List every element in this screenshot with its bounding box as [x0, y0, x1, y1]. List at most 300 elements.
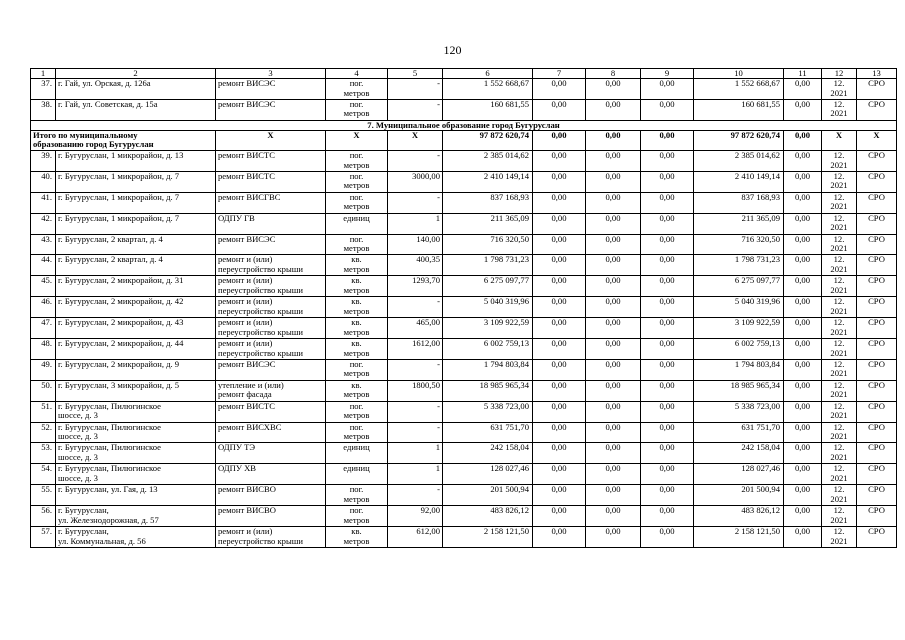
cell-fund-cost: 0,00 — [533, 506, 586, 527]
cell-work-type: утепление и (или) ремонт фасада — [216, 380, 326, 401]
cell-work-type: ремонт и (или) переустройство крыши — [216, 255, 326, 276]
table-row — [31, 506, 897, 527]
cell-budget-cost: 0,00 — [586, 359, 641, 380]
cell-address: г. Гай, ул. Орская, д. 126а — [56, 79, 216, 100]
cell-owner-cost: 0,00 — [641, 359, 694, 380]
cell-unit: пог. метров — [326, 192, 388, 213]
cell-owner-cost: 0,00 — [641, 255, 694, 276]
column-number: 10 — [694, 69, 784, 79]
cell-index: 55. — [31, 485, 56, 506]
cell-budget-cost: 0,00 — [586, 99, 641, 120]
cell-deadline: 12. 2021 — [822, 443, 857, 464]
cell-fund-cost: 0,00 — [533, 276, 586, 297]
cell-work-type: ремонт ВИСГВС — [216, 192, 326, 213]
cell-cost: 483 826,12 — [694, 506, 784, 527]
cell-cost: 631 751,70 — [694, 422, 784, 443]
cell-address: г. Гай, ул. Советская, д. 15а — [56, 99, 216, 120]
cell-index: 47. — [31, 318, 56, 339]
cell-total-cost: 160 681,55 — [443, 99, 533, 120]
cell-volume: 1293,70 — [388, 276, 443, 297]
cell-unit: единиц — [326, 443, 388, 464]
cell-work-type: ОДПУ ГВ — [216, 213, 326, 234]
cell-unit: пог. метров — [326, 171, 388, 192]
cell-cost: 201 500,94 — [694, 485, 784, 506]
cell-fund-cost: 0,00 — [533, 99, 586, 120]
cell-total-cost: 201 500,94 — [443, 485, 533, 506]
table-row — [31, 276, 897, 297]
cell-owner-cost: 0,00 — [641, 527, 694, 548]
cell-budget-cost: 0,00 — [586, 443, 641, 464]
table-row — [31, 99, 897, 120]
cell-index: 48. — [31, 338, 56, 359]
cell-volume: - — [388, 192, 443, 213]
cell-total-cost: 2 158 121,50 — [443, 527, 533, 548]
cell-index: 37. — [31, 79, 56, 100]
cell-deadline: 12. 2021 — [822, 338, 857, 359]
cell-deadline: 12. 2021 — [822, 255, 857, 276]
cell-volume: 612,00 — [388, 527, 443, 548]
column-number: 12 — [822, 69, 857, 79]
cell-cost-per-unit: 0,00 — [784, 443, 822, 464]
cell-budget-cost: 0,00 — [586, 297, 641, 318]
total-cell: 0,00 — [533, 130, 586, 150]
cell-index: 54. — [31, 464, 56, 485]
cell-budget-cost: 0,00 — [586, 422, 641, 443]
cell-unit: кв. метров — [326, 527, 388, 548]
cell-total-cost: 2 385 014,62 — [443, 150, 533, 171]
cell-cost: 18 985 965,34 — [694, 380, 784, 401]
table-row — [31, 171, 897, 192]
cell-deadline: 12. 2021 — [822, 297, 857, 318]
cell-address: г. Бугуруслан, 2 микрорайон, д. 44 — [56, 338, 216, 359]
cell-address: г. Бугуруслан, ул. Коммунальная, д. 56 — [56, 527, 216, 548]
cell-method: СРО — [857, 527, 897, 548]
cell-total-cost: 631 751,70 — [443, 422, 533, 443]
page-number: 120 — [443, 43, 462, 57]
cell-owner-cost: 0,00 — [641, 150, 694, 171]
cell-total-cost: 2 410 149,14 — [443, 171, 533, 192]
total-cell: 0,00 — [784, 130, 822, 150]
cell-cost-per-unit: 0,00 — [784, 338, 822, 359]
cell-fund-cost: 0,00 — [533, 234, 586, 255]
cell-cost: 5 338 723,00 — [694, 401, 784, 422]
cell-budget-cost: 0,00 — [586, 338, 641, 359]
cell-work-type: ремонт и (или) переустройство крыши — [216, 276, 326, 297]
cell-owner-cost: 0,00 — [641, 99, 694, 120]
cell-volume: 1612,00 — [388, 338, 443, 359]
cell-owner-cost: 0,00 — [641, 338, 694, 359]
cell-method: СРО — [857, 318, 897, 339]
cell-unit: кв. метров — [326, 338, 388, 359]
cell-address: г. Бугуруслан, 1 микрорайон, д. 7 — [56, 171, 216, 192]
cell-budget-cost: 0,00 — [586, 150, 641, 171]
cell-cost: 2 158 121,50 — [694, 527, 784, 548]
cell-fund-cost: 0,00 — [533, 338, 586, 359]
table-row — [31, 192, 897, 213]
cell-method: СРО — [857, 297, 897, 318]
cell-fund-cost: 0,00 — [533, 318, 586, 339]
cell-fund-cost: 0,00 — [533, 171, 586, 192]
cell-method: СРО — [857, 79, 897, 100]
cell-deadline: 12. 2021 — [822, 359, 857, 380]
cell-cost: 5 040 319,96 — [694, 297, 784, 318]
cell-cost-per-unit: 0,00 — [784, 422, 822, 443]
cell-budget-cost: 0,00 — [586, 318, 641, 339]
cell-budget-cost: 0,00 — [586, 464, 641, 485]
cell-cost-per-unit: 0,00 — [784, 527, 822, 548]
cell-unit: единиц — [326, 464, 388, 485]
cell-cost: 2 410 149,14 — [694, 171, 784, 192]
cell-unit: пог. метров — [326, 485, 388, 506]
table-row — [31, 464, 897, 485]
cell-cost-per-unit: 0,00 — [784, 234, 822, 255]
cell-volume: 1 — [388, 213, 443, 234]
column-number: 3 — [216, 69, 326, 79]
table-row — [31, 234, 897, 255]
cell-cost: 3 109 922,59 — [694, 318, 784, 339]
cell-method: СРО — [857, 380, 897, 401]
cell-cost-per-unit: 0,00 — [784, 171, 822, 192]
cell-unit: единиц — [326, 213, 388, 234]
table-row — [31, 359, 897, 380]
cell-work-type: ремонт ВИСХВС — [216, 422, 326, 443]
cell-cost-per-unit: 0,00 — [784, 485, 822, 506]
cell-cost-per-unit: 0,00 — [784, 506, 822, 527]
cell-deadline: 12. 2021 — [822, 464, 857, 485]
cell-fund-cost: 0,00 — [533, 150, 586, 171]
cell-deadline: 12. 2021 — [822, 485, 857, 506]
cell-address: г. Бугуруслан, 2 микрорайон, д. 31 — [56, 276, 216, 297]
table-row — [31, 297, 897, 318]
cell-budget-cost: 0,00 — [586, 79, 641, 100]
cell-fund-cost: 0,00 — [533, 297, 586, 318]
cell-total-cost: 5 040 319,96 — [443, 297, 533, 318]
cell-cost: 242 158,04 — [694, 443, 784, 464]
column-number: 4 — [326, 69, 388, 79]
cell-index: 46. — [31, 297, 56, 318]
cell-work-type: ремонт ВИСТС — [216, 171, 326, 192]
cell-total-cost: 3 109 922,59 — [443, 318, 533, 339]
cell-total-cost: 18 985 965,34 — [443, 380, 533, 401]
cell-cost: 160 681,55 — [694, 99, 784, 120]
cell-index: 40. — [31, 171, 56, 192]
cell-unit: пог. метров — [326, 422, 388, 443]
table-row — [31, 485, 897, 506]
cell-owner-cost: 0,00 — [641, 506, 694, 527]
cell-cost: 716 320,50 — [694, 234, 784, 255]
cell-volume: 465,00 — [388, 318, 443, 339]
cell-work-type: ремонт ВИСТС — [216, 150, 326, 171]
cell-total-cost: 483 826,12 — [443, 506, 533, 527]
cell-total-cost: 1 794 803,84 — [443, 359, 533, 380]
cell-fund-cost: 0,00 — [533, 464, 586, 485]
table-row — [31, 443, 897, 464]
cell-cost: 6 002 759,13 — [694, 338, 784, 359]
cell-work-type: ремонт ВИСЭС — [216, 79, 326, 100]
cell-volume: - — [388, 359, 443, 380]
cell-unit: пог. метров — [326, 150, 388, 171]
cell-cost: 1 798 731,23 — [694, 255, 784, 276]
table-row — [31, 401, 897, 422]
cell-budget-cost: 0,00 — [586, 234, 641, 255]
cell-index: 53. — [31, 443, 56, 464]
cell-deadline: 12. 2021 — [822, 213, 857, 234]
cell-budget-cost: 0,00 — [586, 401, 641, 422]
cell-fund-cost: 0,00 — [533, 485, 586, 506]
cell-fund-cost: 0,00 — [533, 527, 586, 548]
cell-budget-cost: 0,00 — [586, 276, 641, 297]
cell-index: 44. — [31, 255, 56, 276]
column-number-row — [31, 69, 897, 79]
cell-volume: 400,35 — [388, 255, 443, 276]
cell-method: СРО — [857, 422, 897, 443]
cell-method: СРО — [857, 255, 897, 276]
cell-unit: кв. метров — [326, 255, 388, 276]
cell-method: СРО — [857, 443, 897, 464]
cell-work-type: ремонт ВИСЭС — [216, 359, 326, 380]
cell-volume: - — [388, 297, 443, 318]
cell-method: СРО — [857, 485, 897, 506]
cell-address: г. Бугуруслан, Пилюгинское шоссе, д. 3 — [56, 422, 216, 443]
cell-unit: кв. метров — [326, 380, 388, 401]
cell-work-type: ремонт и (или) переустройство крыши — [216, 338, 326, 359]
cell-work-type: ОДПУ ТЭ — [216, 443, 326, 464]
section-row — [31, 120, 897, 130]
column-number: 7 — [533, 69, 586, 79]
cell-owner-cost: 0,00 — [641, 79, 694, 100]
table-row — [31, 338, 897, 359]
cell-address: г. Бугуруслан, 2 квартал, д. 4 — [56, 234, 216, 255]
cell-volume: - — [388, 401, 443, 422]
cell-volume: 1 — [388, 464, 443, 485]
cell-cost-per-unit: 0,00 — [784, 359, 822, 380]
table-row — [31, 79, 897, 100]
cell-method: СРО — [857, 171, 897, 192]
cell-owner-cost: 0,00 — [641, 401, 694, 422]
cell-unit: кв. метров — [326, 318, 388, 339]
cell-cost-per-unit: 0,00 — [784, 99, 822, 120]
cell-cost-per-unit: 0,00 — [784, 150, 822, 171]
cell-index: 51. — [31, 401, 56, 422]
cell-deadline: 12. 2021 — [822, 276, 857, 297]
cell-work-type: ремонт ВИСВО — [216, 485, 326, 506]
cell-cost-per-unit: 0,00 — [784, 380, 822, 401]
cell-fund-cost: 0,00 — [533, 192, 586, 213]
total-cell: 97 872 620,74 — [694, 130, 784, 150]
cell-deadline: 12. 2021 — [822, 192, 857, 213]
cell-method: СРО — [857, 401, 897, 422]
cell-deadline: 12. 2021 — [822, 99, 857, 120]
cell-budget-cost: 0,00 — [586, 506, 641, 527]
cell-cost-per-unit: 0,00 — [784, 464, 822, 485]
cell-deadline: 12. 2021 — [822, 527, 857, 548]
cell-owner-cost: 0,00 — [641, 318, 694, 339]
cell-unit: пог. метров — [326, 506, 388, 527]
cell-index: 57. — [31, 527, 56, 548]
cell-total-cost: 128 027,46 — [443, 464, 533, 485]
cell-unit: пог. метров — [326, 401, 388, 422]
cell-cost-per-unit: 0,00 — [784, 255, 822, 276]
cell-index: 56. — [31, 506, 56, 527]
table-row — [31, 150, 897, 171]
cell-method: СРО — [857, 276, 897, 297]
cell-cost: 6 275 097,77 — [694, 276, 784, 297]
cell-address: г. Бугуруслан, 1 микрорайон, д. 7 — [56, 192, 216, 213]
cell-index: 41. — [31, 192, 56, 213]
cell-fund-cost: 0,00 — [533, 443, 586, 464]
cell-owner-cost: 0,00 — [641, 213, 694, 234]
cell-total-cost: 211 365,09 — [443, 213, 533, 234]
cell-cost-per-unit: 0,00 — [784, 79, 822, 100]
total-cell: X — [216, 130, 326, 150]
cell-address: г. Бугуруслан, 3 микрорайон, д. 5 — [56, 380, 216, 401]
column-number: 11 — [784, 69, 822, 79]
cell-cost: 837 168,93 — [694, 192, 784, 213]
total-label: Итого по муниципальному образованию город Бугуруслан — [31, 130, 216, 150]
cell-total-cost: 5 338 723,00 — [443, 401, 533, 422]
cell-address: г. Бугуруслан, Пилюгинское шоссе, д. 3 — [56, 401, 216, 422]
cell-index: 38. — [31, 99, 56, 120]
cell-unit: кв. метров — [326, 276, 388, 297]
column-number: 5 — [388, 69, 443, 79]
total-cell: X — [822, 130, 857, 150]
cell-work-type: ремонт ВИСТС — [216, 401, 326, 422]
cell-unit: пог. метров — [326, 234, 388, 255]
cell-fund-cost: 0,00 — [533, 213, 586, 234]
cell-volume: 140,00 — [388, 234, 443, 255]
cell-owner-cost: 0,00 — [641, 234, 694, 255]
cell-volume: 92,00 — [388, 506, 443, 527]
cell-volume: 1 — [388, 443, 443, 464]
cell-owner-cost: 0,00 — [641, 171, 694, 192]
cell-owner-cost: 0,00 — [641, 422, 694, 443]
cell-budget-cost: 0,00 — [586, 380, 641, 401]
cell-address: г. Бугуруслан, 2 микрорайон, д. 42 — [56, 297, 216, 318]
cell-fund-cost: 0,00 — [533, 255, 586, 276]
cell-cost: 128 027,46 — [694, 464, 784, 485]
cell-method: СРО — [857, 338, 897, 359]
cell-total-cost: 242 158,04 — [443, 443, 533, 464]
cell-total-cost: 6 002 759,13 — [443, 338, 533, 359]
column-number: 9 — [641, 69, 694, 79]
cell-method: СРО — [857, 234, 897, 255]
table-row — [31, 213, 897, 234]
cell-total-cost: 716 320,50 — [443, 234, 533, 255]
cell-unit: кв. метров — [326, 297, 388, 318]
cell-budget-cost: 0,00 — [586, 255, 641, 276]
cell-cost: 2 385 014,62 — [694, 150, 784, 171]
cell-fund-cost: 0,00 — [533, 422, 586, 443]
cell-method: СРО — [857, 99, 897, 120]
cell-work-type: ремонт ВИСВО — [216, 506, 326, 527]
cell-unit: пог. метров — [326, 359, 388, 380]
cell-volume: 3000,00 — [388, 171, 443, 192]
total-row — [31, 130, 897, 150]
cell-index: 42. — [31, 213, 56, 234]
total-cell: X — [857, 130, 897, 150]
total-cell: 0,00 — [586, 130, 641, 150]
cell-address: г. Бугуруслан, 2 квартал, д. 4 — [56, 255, 216, 276]
cell-budget-cost: 0,00 — [586, 527, 641, 548]
cell-owner-cost: 0,00 — [641, 485, 694, 506]
cell-cost-per-unit: 0,00 — [784, 276, 822, 297]
cell-index: 45. — [31, 276, 56, 297]
cell-cost-per-unit: 0,00 — [784, 401, 822, 422]
cell-cost-per-unit: 0,00 — [784, 192, 822, 213]
cell-volume: - — [388, 485, 443, 506]
total-cell: 0,00 — [641, 130, 694, 150]
cell-deadline: 12. 2021 — [822, 506, 857, 527]
column-number: 1 — [31, 69, 56, 79]
cell-address: г. Бугуруслан, Пилюгинское шоссе, д. 3 — [56, 443, 216, 464]
section-title: 7. Муниципальное образование город Бугуруслан — [31, 120, 897, 130]
table-row — [31, 380, 897, 401]
cell-total-cost: 1 552 668,67 — [443, 79, 533, 100]
cell-index: 49. — [31, 359, 56, 380]
cell-cost: 1 794 803,84 — [694, 359, 784, 380]
cell-budget-cost: 0,00 — [586, 213, 641, 234]
capital-repair-table — [30, 68, 897, 548]
cell-index: 52. — [31, 422, 56, 443]
cell-work-type: ремонт и (или) переустройство крыши — [216, 318, 326, 339]
cell-volume: - — [388, 99, 443, 120]
table-row — [31, 527, 897, 548]
cell-budget-cost: 0,00 — [586, 192, 641, 213]
cell-owner-cost: 0,00 — [641, 192, 694, 213]
cell-budget-cost: 0,00 — [586, 171, 641, 192]
cell-method: СРО — [857, 150, 897, 171]
column-number: 2 — [56, 69, 216, 79]
cell-work-type: ремонт ВИСЭС — [216, 234, 326, 255]
cell-work-type: ремонт и (или) переустройство крыши — [216, 297, 326, 318]
cell-owner-cost: 0,00 — [641, 380, 694, 401]
cell-fund-cost: 0,00 — [533, 79, 586, 100]
cell-deadline: 12. 2021 — [822, 422, 857, 443]
cell-deadline: 12. 2021 — [822, 150, 857, 171]
cell-method: СРО — [857, 464, 897, 485]
cell-volume: - — [388, 150, 443, 171]
cell-work-type: ремонт и (или) переустройство крыши — [216, 527, 326, 548]
cell-method: СРО — [857, 359, 897, 380]
cell-cost-per-unit: 0,00 — [784, 297, 822, 318]
cell-unit: пог. метров — [326, 79, 388, 100]
cell-cost: 211 365,09 — [694, 213, 784, 234]
cell-total-cost: 1 798 731,23 — [443, 255, 533, 276]
cell-address: г. Бугуруслан, 1 микрорайон, д. 7 — [56, 213, 216, 234]
cell-deadline: 12. 2021 — [822, 171, 857, 192]
cell-total-cost: 6 275 097,77 — [443, 276, 533, 297]
cell-index: 39. — [31, 150, 56, 171]
total-cell: 97 872 620,74 — [443, 130, 533, 150]
total-cell: X — [388, 130, 443, 150]
cell-owner-cost: 0,00 — [641, 443, 694, 464]
table-row — [31, 255, 897, 276]
cell-method: СРО — [857, 506, 897, 527]
cell-index: 43. — [31, 234, 56, 255]
cell-total-cost: 837 168,93 — [443, 192, 533, 213]
cell-fund-cost: 0,00 — [533, 380, 586, 401]
cell-cost-per-unit: 0,00 — [784, 213, 822, 234]
cell-cost-per-unit: 0,00 — [784, 318, 822, 339]
cell-work-type: ОДПУ ХВ — [216, 464, 326, 485]
cell-deadline: 12. 2021 — [822, 401, 857, 422]
cell-address: г. Бугуруслан, 2 микрорайон, д. 43 — [56, 318, 216, 339]
cell-volume: - — [388, 79, 443, 100]
cell-unit: пог. метров — [326, 99, 388, 120]
cell-deadline: 12. 2021 — [822, 318, 857, 339]
total-cell: X — [326, 130, 388, 150]
cell-owner-cost: 0,00 — [641, 297, 694, 318]
